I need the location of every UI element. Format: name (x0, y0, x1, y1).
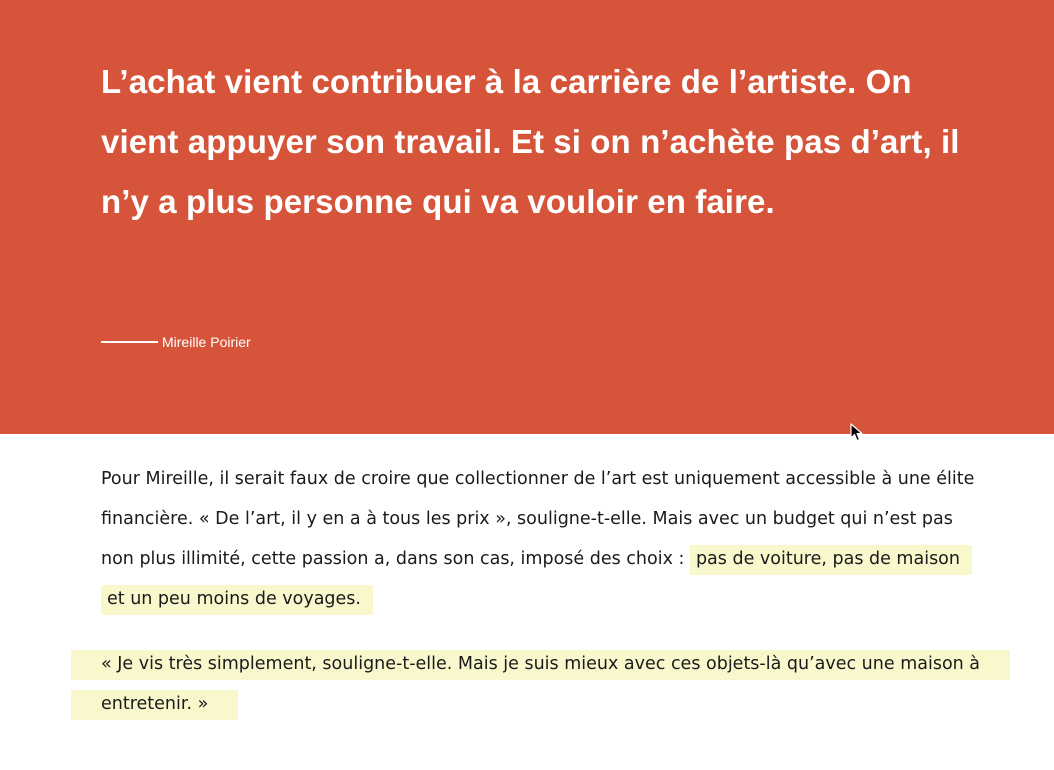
attribution-rule (101, 341, 158, 343)
highlighted-quote: « Je vis très simplement, souligne-t-elle. Mais je suis mieux avec ces objets-là qu’avec une maison à entretenir. » (71, 650, 1010, 720)
article-body (101, 459, 981, 724)
article-paragraph (101, 459, 981, 619)
pull-quote-attribution (101, 332, 251, 352)
article-paragraph-quote (101, 644, 981, 724)
pull-quote-author: Mireille Poirier (162, 334, 251, 350)
highlighted-text: pas de voiture, pas de maison et un peu moins de voyages. (101, 545, 972, 615)
paragraph-text: Pour Mireille, il serait faux de croire que collectionner de l’art est uniquement accessible à une élite financière. « De l’art, il y en a à tous les prix », souligne-t-elle. Mais avec un budget qui n’est pas non plus illimité, cette passion a, dans son cas, imposé des choix : (101, 469, 975, 569)
mouse-pointer-icon (850, 423, 864, 443)
pull-quote-text: L’achat vient contribuer à la carrière de l’artiste. On vient appuyer son travail. Et si on n’achète pas d’art, il n’y a plus personne qui va vouloir en faire. (101, 63, 960, 220)
